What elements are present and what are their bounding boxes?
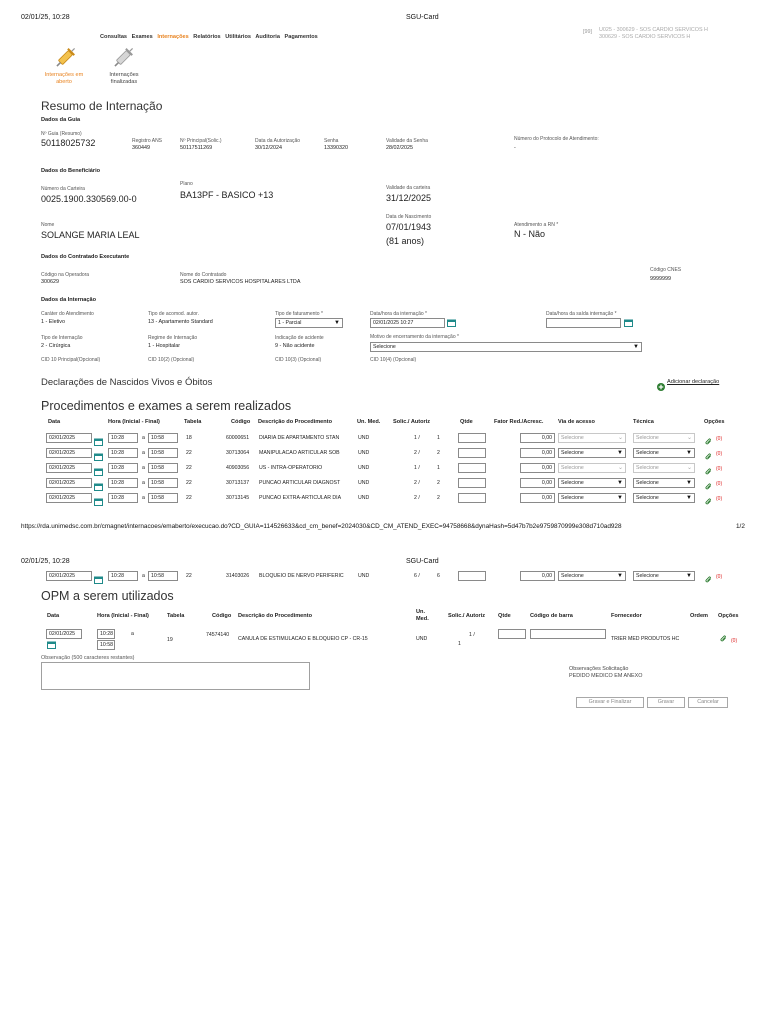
hora-final-input[interactable]: 10:58 bbox=[148, 463, 178, 473]
opm-th-tabela: Tabela bbox=[167, 613, 185, 619]
nav-consultas[interactable]: Consultas bbox=[100, 34, 128, 40]
opm-row bbox=[0, 629, 768, 655]
opm-th-hora: Hora (Inicial - Final) bbox=[97, 613, 149, 619]
declaracoes-title: Declarações de Nascidos Vivos e Óbitos bbox=[41, 377, 213, 388]
procedimentos-title: Procedimentos e exames a serem realizados bbox=[41, 399, 292, 413]
un-med-cell: UND bbox=[358, 480, 370, 486]
data-input[interactable]: 02/01/2025 bbox=[46, 478, 92, 488]
validade-senha-label: Validade da Senha bbox=[386, 138, 428, 144]
user-line-2: 300629 - SOS CARDIO SERVICOS H bbox=[599, 34, 691, 40]
via-acesso-select[interactable] bbox=[558, 493, 626, 503]
observacao-label: Observação (500 caracteres restantes) bbox=[41, 655, 135, 661]
section-dados-internacao: Dados da Internação bbox=[41, 297, 97, 303]
via-acesso-select[interactable] bbox=[558, 448, 626, 458]
nav-auditoria[interactable]: Auditoria bbox=[255, 34, 280, 40]
hora-inicial-input[interactable]: 10:28 bbox=[108, 433, 138, 443]
carater-value: 1 - Eletivo bbox=[41, 319, 65, 325]
adicionar-declaracao-link[interactable]: Adicionar declaração bbox=[667, 379, 720, 385]
table-row bbox=[0, 433, 768, 444]
opm-th-qtde: Qtde bbox=[498, 613, 511, 619]
th-codigo: Código bbox=[231, 419, 251, 425]
faturamento-select-value: 1 - Parcial bbox=[278, 320, 302, 326]
th-fator: Fator Red./Acresc. bbox=[494, 419, 544, 425]
hora-sep: a bbox=[142, 435, 145, 441]
motivo-label: Motivo de encerramento da internação * bbox=[370, 334, 459, 340]
qtde-input[interactable] bbox=[458, 463, 486, 473]
registro-ans-label: Registro ANS bbox=[132, 138, 163, 144]
attachment-count: (0) bbox=[716, 496, 723, 502]
idade-value: (81 anos) bbox=[386, 236, 425, 246]
fator-input[interactable]: 0,00 bbox=[520, 448, 555, 458]
codigo-cell: 30713064 bbox=[226, 450, 250, 456]
cid-principal-field[interactable]: CID 10 Principal(Opcional) bbox=[41, 357, 101, 363]
opm-hora-inicial-input[interactable]: 10:28 bbox=[97, 629, 115, 639]
validade-senha-value: 28/02/2025 bbox=[386, 145, 413, 151]
subnav-internacoes-finalizadas[interactable] bbox=[96, 72, 152, 86]
print-datetime: 02/01/25, 10:28 bbox=[21, 14, 70, 21]
hora-inicial-input[interactable]: 10:28 bbox=[108, 571, 138, 581]
tecnica-select[interactable] bbox=[633, 463, 695, 473]
chevron-down-icon: ▼ bbox=[633, 344, 639, 350]
via-acesso-select[interactable] bbox=[558, 478, 626, 488]
senha-value: 13390320 bbox=[324, 145, 348, 151]
paperclip-icon[interactable] bbox=[720, 635, 727, 643]
senha-label: Senha bbox=[324, 138, 339, 144]
data-input[interactable]: 02/01/2025 bbox=[46, 493, 92, 503]
hora-final-input[interactable]: 10:58 bbox=[148, 478, 178, 488]
table-row bbox=[0, 493, 768, 504]
acomod-label: Tipo de acomod. autor. bbox=[148, 311, 199, 317]
nascimento-label: Data de Nascimento bbox=[386, 214, 432, 220]
cancelar-button[interactable]: Cancelar bbox=[688, 697, 728, 708]
opm-th-data: Data bbox=[47, 613, 60, 619]
via-acesso-value: Selecione bbox=[561, 435, 584, 441]
observacao-solicitacao-value: PEDIDO MEDICO EM ANEXO bbox=[569, 673, 643, 679]
print-page: 1/2 bbox=[736, 523, 745, 530]
un-med-cell: UND bbox=[358, 573, 370, 579]
protocolo-label: Número do Protocolo de Atendimento: bbox=[514, 136, 599, 142]
motivo-select-value: Selecione bbox=[373, 344, 396, 350]
tabela-cell: 18 bbox=[186, 435, 192, 441]
th-un-med: Un. Med. bbox=[357, 419, 381, 425]
autoriz-cell: 1 bbox=[437, 465, 440, 471]
plano-value: BA13PF - BASICO +13 bbox=[180, 190, 274, 200]
hora-final-input[interactable]: 10:58 bbox=[148, 571, 178, 581]
data-input[interactable]: 02/01/2025 bbox=[46, 433, 92, 443]
tecnica-value: Selecione bbox=[636, 465, 659, 471]
chevron-down-icon: ▼ bbox=[686, 480, 692, 486]
opm-th-codigo-barra: Código de barra bbox=[530, 613, 573, 619]
tecnica-value: Selecione bbox=[636, 435, 659, 441]
fator-input[interactable]: 0,00 bbox=[520, 571, 555, 581]
solic-cell: 2 / bbox=[414, 480, 420, 486]
opm-header bbox=[0, 609, 768, 627]
main-nav bbox=[100, 34, 321, 40]
carteira-value: 0025.1900.330569.00-0 bbox=[41, 194, 137, 204]
nav-internacoes[interactable]: Internações bbox=[157, 34, 189, 40]
validade-carteira-label: Validade da carteira bbox=[386, 185, 431, 191]
tabela-cell: 22 bbox=[186, 573, 192, 579]
hora-sep: a bbox=[142, 495, 145, 501]
chevron-down-icon: ⌄ bbox=[617, 435, 623, 441]
print-url: https://rda.unimedsc.com.br/cmagnet/internacoes/emaberto/execucao.do?CD_GUIA=114526633&cd_cm_benef=2024030&CD_CM_ATEND_EXEC=94758668&dynaHash=5d47b7b2e9759870999e308d710ad928 bbox=[21, 523, 622, 530]
attachment-count: (0) bbox=[716, 574, 723, 580]
opm-th-opcoes: Opções bbox=[718, 613, 739, 619]
paperclip-icon[interactable] bbox=[705, 463, 712, 471]
calendar-icon[interactable] bbox=[94, 478, 103, 486]
user-line-1: U025 - 300629 - SOS CARDIO SERVICOS H bbox=[599, 27, 708, 33]
paperclip-icon[interactable] bbox=[705, 493, 712, 501]
table-row bbox=[0, 478, 768, 489]
hora-final-input[interactable]: 10:58 bbox=[148, 493, 178, 503]
faturamento-label: Tipo de faturamento * bbox=[275, 311, 323, 317]
subnav-internacoes-aberto[interactable] bbox=[36, 72, 92, 86]
codigo-cell: 30713145 bbox=[226, 495, 250, 501]
calendar-icon[interactable] bbox=[624, 319, 633, 327]
calendar-icon[interactable] bbox=[47, 641, 56, 649]
tecnica-value: Selecione bbox=[636, 480, 659, 486]
tecnica-select[interactable] bbox=[633, 478, 695, 488]
table-row bbox=[0, 463, 768, 474]
tabela-cell: 22 bbox=[186, 495, 192, 501]
cid-4-field[interactable]: CID 10(4) (Opcional) bbox=[370, 357, 417, 363]
acidente-value: 9 - Não acidente bbox=[275, 343, 315, 349]
nav-exames[interactable]: Exames bbox=[131, 34, 153, 40]
qtde-input[interactable] bbox=[458, 571, 486, 581]
codigo-cell: 30713137 bbox=[226, 480, 250, 486]
calendar-icon[interactable] bbox=[447, 319, 456, 327]
chevron-down-icon: ▼ bbox=[686, 573, 692, 579]
tipo-internacao-label: Tipo de Internação bbox=[41, 335, 83, 341]
observacao-textarea[interactable] bbox=[41, 662, 310, 690]
data-autorizacao-value: 30/12/2024 bbox=[255, 145, 282, 151]
chevron-down-icon: ⌄ bbox=[686, 435, 692, 441]
opm-th-un-med: Un. Med. bbox=[416, 609, 429, 622]
calendar-icon[interactable] bbox=[94, 571, 103, 579]
hora-inicial-input[interactable]: 10:28 bbox=[108, 493, 138, 503]
data-internacao-input[interactable]: 02/01/2025 10:27 bbox=[370, 318, 445, 328]
via-acesso-select[interactable] bbox=[558, 463, 626, 473]
section-contratado-executante: Dados do Contratado Executante bbox=[41, 254, 130, 260]
tabela-cell: 22 bbox=[186, 450, 192, 456]
opm-autoriz: 1 bbox=[458, 641, 461, 647]
n-guia-value: 50118025732 bbox=[41, 138, 96, 148]
chevron-down-icon: ▼ bbox=[686, 495, 692, 501]
hora-inicial-input[interactable]: 10:28 bbox=[108, 463, 138, 473]
solic-cell: 6 / bbox=[414, 573, 420, 579]
hora-sep: a bbox=[142, 450, 145, 456]
table-row bbox=[0, 571, 768, 582]
tecnica-value: Selecione bbox=[636, 495, 659, 501]
opm-th-descricao: Descrição do Procedimento bbox=[238, 613, 312, 619]
print-datetime-page2: 02/01/25, 10:28 bbox=[21, 558, 70, 565]
calendar-icon[interactable] bbox=[94, 433, 103, 441]
opm-un-med: UND bbox=[416, 636, 428, 642]
attachment-count: (0) bbox=[716, 451, 723, 457]
chevron-down-icon: ▼ bbox=[334, 320, 340, 326]
descricao-cell: PUNCAO EXTRA-ARTICULAR DIA bbox=[259, 495, 342, 501]
un-med-cell: UND bbox=[358, 450, 370, 456]
user-info bbox=[599, 27, 708, 41]
opm-th-ordem: Ordem bbox=[690, 613, 709, 619]
section-dados-beneficiario: Dados do Beneficiário bbox=[41, 168, 101, 174]
codigo-cell: 60000651 bbox=[226, 435, 250, 441]
procedimentos-header bbox=[0, 419, 768, 429]
print-title: SGU-Card bbox=[406, 14, 439, 21]
tipo-internacao-value: 2 - Cirúrgica bbox=[41, 343, 71, 349]
via-acesso-value: Selecione bbox=[561, 450, 584, 456]
tabela-cell: 22 bbox=[186, 465, 192, 471]
attachment-count: (0) bbox=[716, 436, 723, 442]
autoriz-cell: 2 bbox=[437, 495, 440, 501]
nome-label: Nome bbox=[41, 222, 55, 228]
tecnica-select[interactable] bbox=[633, 448, 695, 458]
chevron-down-icon: ▼ bbox=[617, 450, 623, 456]
codigo-cell: 31403026 bbox=[226, 573, 250, 579]
table-row bbox=[0, 448, 768, 459]
opm-attachment-count: (0) bbox=[731, 638, 738, 644]
cid-2-field[interactable]: CID 10(2) (Opcional) bbox=[148, 357, 195, 363]
th-via-acesso: Via de acesso bbox=[558, 419, 595, 425]
regime-label: Regime de Internação bbox=[148, 335, 198, 341]
gravar-button[interactable]: Gravar bbox=[647, 697, 685, 708]
tecnica-select[interactable] bbox=[633, 493, 695, 503]
th-hora: Hora (Inicial - Final) bbox=[108, 419, 160, 425]
via-acesso-value: Selecione bbox=[561, 495, 584, 501]
cid-3-field[interactable]: CID 10(3) (Opcional) bbox=[275, 357, 322, 363]
rn-label: Atendimento a RN * bbox=[514, 222, 559, 228]
cnes-label: Código CNES bbox=[650, 267, 682, 273]
opm-fornecedor: TRIER MED PRODUTOS HC bbox=[611, 636, 680, 642]
opm-codigo: 74574140 bbox=[206, 632, 230, 638]
tecnica-select[interactable] bbox=[633, 433, 695, 443]
n-principal-value: 50117511269 bbox=[180, 145, 213, 151]
rn-value: N - Não bbox=[514, 229, 546, 239]
page-title: Resumo de Internação bbox=[41, 99, 163, 113]
solic-cell: 1 / bbox=[414, 435, 420, 441]
descricao-cell: BLOQUEIO DE NERVO PERIFERIC bbox=[259, 573, 344, 579]
section-dados-guia: Dados da Guia bbox=[41, 117, 81, 123]
paperclip-icon[interactable] bbox=[705, 433, 712, 441]
attachment-count: (0) bbox=[716, 466, 723, 472]
hora-inicial-input[interactable]: 10:28 bbox=[108, 478, 138, 488]
th-qtde: Qtde bbox=[460, 419, 473, 425]
paperclip-icon[interactable] bbox=[705, 571, 712, 579]
user-count: [99] bbox=[583, 29, 592, 35]
autoriz-cell: 1 bbox=[437, 435, 440, 441]
hora-final-input[interactable]: 10:58 bbox=[148, 433, 178, 443]
data-internacao-label: Data/hora da internação * bbox=[370, 311, 427, 317]
subnav-finalizadas-line-2: finalizadas bbox=[110, 79, 138, 85]
syringe-icon[interactable] bbox=[102, 47, 142, 71]
opm-codigo-barra-input[interactable] bbox=[530, 629, 606, 639]
paperclip-icon[interactable] bbox=[705, 448, 712, 456]
chevron-down-icon: ▼ bbox=[617, 495, 623, 501]
un-med-cell: UND bbox=[358, 435, 370, 441]
via-acesso-value: Selecione bbox=[561, 573, 584, 579]
tecnica-value: Selecione bbox=[636, 450, 659, 456]
nome-contratado-label: Nome do Contratado bbox=[180, 272, 227, 278]
th-tecnica: Técnica bbox=[633, 419, 654, 425]
chevron-down-icon: ▼ bbox=[686, 450, 692, 456]
th-solic-autoriz: Solic./ Autoriz bbox=[393, 419, 431, 425]
descricao-cell: US - INTRA-OPERATORIO bbox=[259, 465, 323, 471]
opm-data-input[interactable]: 02/01/2025 bbox=[46, 629, 82, 639]
hora-inicial-input[interactable]: 10:28 bbox=[108, 448, 138, 458]
syringe-icon-active[interactable] bbox=[44, 47, 84, 71]
chevron-down-icon: ⌄ bbox=[686, 465, 692, 471]
gravar-finalizar-button[interactable]: Gravar e Finalizar bbox=[576, 697, 644, 708]
via-acesso-select[interactable] bbox=[558, 433, 626, 443]
chevron-down-icon: ▼ bbox=[617, 573, 623, 579]
opm-descricao: CANULA DE ESTIMULACAO E BLOQUEIO CP - CR-15 bbox=[238, 636, 368, 642]
th-data: Data bbox=[48, 419, 61, 425]
nav-pagamentos[interactable]: Pagamentos bbox=[284, 34, 318, 40]
observacao-solicitacao-label: Observações Solicitação bbox=[569, 666, 629, 672]
opm-title: OPM a serem utilizados bbox=[41, 589, 174, 603]
opm-th-fornecedor: Fornecedor bbox=[611, 613, 642, 619]
saida-internacao-input[interactable] bbox=[546, 318, 621, 328]
protocolo-value: - bbox=[514, 145, 516, 151]
un-med-cell: UND bbox=[358, 465, 370, 471]
nav-relatorios[interactable]: Relatórios bbox=[193, 34, 221, 40]
calendar-icon[interactable] bbox=[94, 463, 103, 471]
via-acesso-select[interactable] bbox=[558, 571, 626, 581]
opm-solic: 1 / bbox=[469, 632, 475, 638]
autoriz-cell: 6 bbox=[437, 573, 440, 579]
opm-hora-final-input[interactable]: 10:58 bbox=[97, 640, 115, 650]
opm-th-codigo: Código bbox=[212, 613, 232, 619]
autoriz-cell: 2 bbox=[437, 450, 440, 456]
solic-cell: 2 / bbox=[414, 450, 420, 456]
nome-value: SOLANGE MARIA LEAL bbox=[41, 230, 140, 240]
calendar-icon[interactable] bbox=[94, 448, 103, 456]
opm-qtde-input[interactable] bbox=[498, 629, 526, 639]
regime-value: 1 - Hospitalar bbox=[148, 343, 181, 349]
carteira-label: Número da Carteira bbox=[41, 186, 85, 192]
hora-sep: a bbox=[142, 573, 145, 579]
carater-label: Caráter do Atendimento bbox=[41, 311, 94, 317]
registro-ans-value: 360449 bbox=[132, 145, 150, 151]
th-tabela: Tabela bbox=[184, 419, 202, 425]
qtde-input[interactable] bbox=[458, 493, 486, 503]
subnav-aberto-line-1: Internações em bbox=[44, 72, 84, 78]
nav-utilitarios[interactable]: Utilitários bbox=[225, 34, 252, 40]
subnav-finalizadas-line-1: Internações bbox=[109, 72, 139, 78]
codigo-operadora-value: 300629 bbox=[41, 279, 59, 285]
autoriz-cell: 2 bbox=[437, 480, 440, 486]
fator-input[interactable]: 0,00 bbox=[520, 433, 555, 443]
via-acesso-value: Selecione bbox=[561, 480, 584, 486]
th-opcoes: Opções bbox=[704, 419, 725, 425]
hora-final-input[interactable]: 10:58 bbox=[148, 448, 178, 458]
th-descricao: Descrição do Procedimento bbox=[258, 419, 332, 425]
opm-tabela: 19 bbox=[167, 637, 173, 643]
hora-sep: a bbox=[142, 480, 145, 486]
fator-input[interactable]: 0,00 bbox=[520, 463, 555, 473]
tecnica-select[interactable] bbox=[633, 571, 695, 581]
via-acesso-value: Selecione bbox=[561, 465, 584, 471]
fator-input[interactable]: 0,00 bbox=[520, 478, 555, 488]
acidente-label: Indicação de acidente bbox=[275, 335, 324, 341]
qtde-input[interactable] bbox=[458, 433, 486, 443]
subnav-aberto-line-2: aberto bbox=[56, 79, 72, 85]
print-title-page2: SGU-Card bbox=[406, 558, 439, 565]
solic-cell: 2 / bbox=[414, 495, 420, 501]
faturamento-select[interactable] bbox=[275, 318, 343, 328]
data-input[interactable]: 02/01/2025 bbox=[46, 463, 92, 473]
opm-th-solic-autoriz: Solic./ Autoriz bbox=[448, 613, 486, 619]
qtde-input[interactable] bbox=[458, 478, 486, 488]
tabela-cell: 22 bbox=[186, 480, 192, 486]
chevron-down-icon: ⌄ bbox=[617, 465, 623, 471]
un-med-cell: UND bbox=[358, 495, 370, 501]
data-input[interactable]: 02/01/2025 bbox=[46, 448, 92, 458]
descricao-cell: PUNCAO ARTICULAR DIAGNOST bbox=[259, 480, 341, 486]
descricao-cell: DIARIA DE APARTAMENTO STAN bbox=[259, 435, 340, 441]
n-guia-label: Nº Guia (Resumo) bbox=[41, 131, 82, 137]
qtde-input[interactable] bbox=[458, 448, 486, 458]
nome-contratado-value: SOS CARDIO SERVICOS HOSPITALARES LTDA bbox=[180, 279, 301, 285]
data-input[interactable]: 02/01/2025 bbox=[46, 571, 92, 581]
tecnica-value: Selecione bbox=[636, 573, 659, 579]
codigo-operadora-label: Código na Operadora bbox=[41, 272, 90, 278]
descricao-cell: MANIPULACAO ARTICULAR SOB bbox=[259, 450, 340, 456]
paperclip-icon[interactable] bbox=[705, 478, 712, 486]
saida-internacao-label: Data/hora da saída internação * bbox=[546, 311, 617, 317]
solic-cell: 1 / bbox=[414, 465, 420, 471]
attachment-count: (0) bbox=[716, 481, 723, 487]
nascimento-value: 07/01/1943 bbox=[386, 222, 432, 232]
n-principal-label: Nº Principal(Solic.) bbox=[180, 138, 222, 144]
opm-hora-sep: a bbox=[131, 631, 134, 637]
data-autorizacao-label: Data da Autorização bbox=[255, 138, 301, 144]
acomod-value: 13 - Apartamento Standard bbox=[148, 319, 213, 325]
chevron-down-icon: ▼ bbox=[617, 480, 623, 486]
validade-carteira-value: 31/12/2025 bbox=[386, 193, 432, 203]
cnes-value: 9999999 bbox=[650, 276, 671, 282]
hora-sep: a bbox=[142, 465, 145, 471]
motivo-select[interactable] bbox=[370, 342, 642, 352]
codigo-cell: 40903056 bbox=[226, 465, 250, 471]
fator-input[interactable]: 0,00 bbox=[520, 493, 555, 503]
calendar-icon[interactable] bbox=[94, 493, 103, 501]
plus-circle-icon[interactable] bbox=[657, 378, 665, 386]
plano-label: Plano bbox=[180, 181, 193, 187]
